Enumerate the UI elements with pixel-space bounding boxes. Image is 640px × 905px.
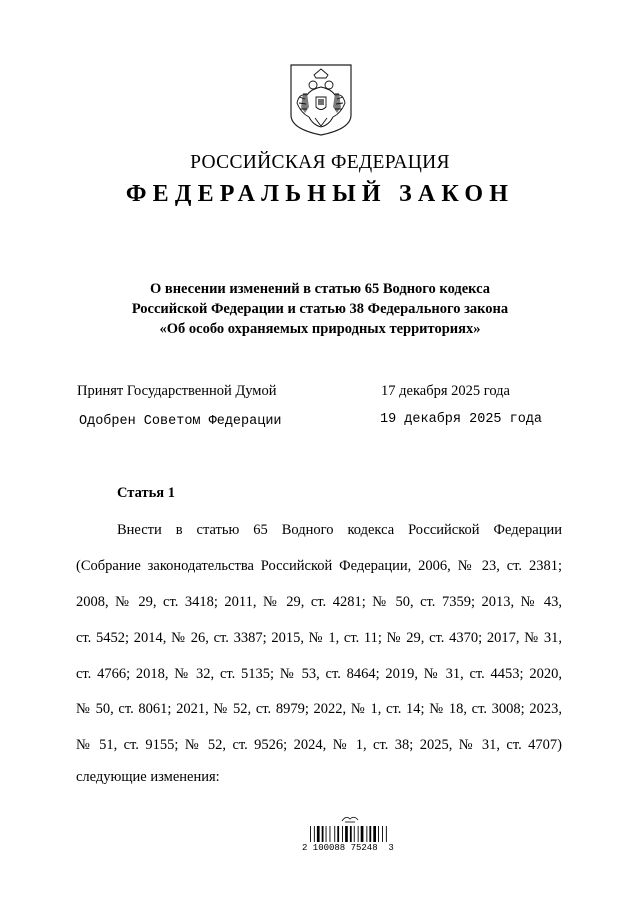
- country-title: РОССИЙСКАЯ ФЕДЕРАЦИЯ: [190, 152, 450, 173]
- council-approval-date: 19 декабря 2025 года: [380, 412, 543, 427]
- council-approval-label: Одобрен Советом Федерации: [79, 414, 282, 429]
- subject-line: Российской Федерации и статью 38 Федерального закона: [131, 301, 509, 317]
- body-line: № 50, ст. 8061; 2021, № 52, ст. 8979; 2022, № 1, ст. 14; № 18, ст. 3008; 2023,: [76, 701, 562, 717]
- duma-adoption-label: Принят Государственной Думой: [77, 383, 277, 399]
- law-subject: [0, 279, 640, 339]
- body-line: Внести в статью 65 Водного кодекса Российской Федерации: [117, 522, 562, 538]
- duma-adoption-date: 17 декабря 2025 года: [381, 383, 510, 399]
- coat-of-arms-emblem: [289, 63, 353, 137]
- body-line: № 51, ст. 9155; № 52, ст. 9526; 2024, № 1, ст. 38; 2025, № 31, ст. 4707): [76, 737, 562, 753]
- subject-line: «Об особо охраняемых природных территориях»: [159, 321, 481, 337]
- barcode-number: 2 100088 75248 3: [302, 843, 394, 853]
- body-line: (Собрание законодательства Российской Федерации, 2006, № 23, ст. 2381;: [76, 558, 562, 574]
- body-line: ст. 5452; 2014, № 26, ст. 3387; 2015, № 1, ст. 11; № 29, ст. 4370; 2017, № 31,: [76, 630, 562, 646]
- document-type-title: ФЕДЕРАЛЬНЫЙ ЗАКОН: [125, 181, 515, 207]
- body-line: 2008, № 29, ст. 3418; 2011, № 29, ст. 4281; № 50, ст. 7359; 2013, № 43,: [76, 594, 562, 610]
- subject-line: О внесении изменений в статью 65 Водного кодекса: [149, 281, 491, 297]
- body-line: следующие изменения:: [76, 769, 220, 785]
- article-heading: Статья 1: [117, 485, 175, 501]
- body-line: ст. 4766; 2018, № 32, ст. 5135; № 53, ст. 8464; 2019, № 31, ст. 4453; 2020,: [76, 666, 562, 682]
- barcode: [308, 812, 392, 867]
